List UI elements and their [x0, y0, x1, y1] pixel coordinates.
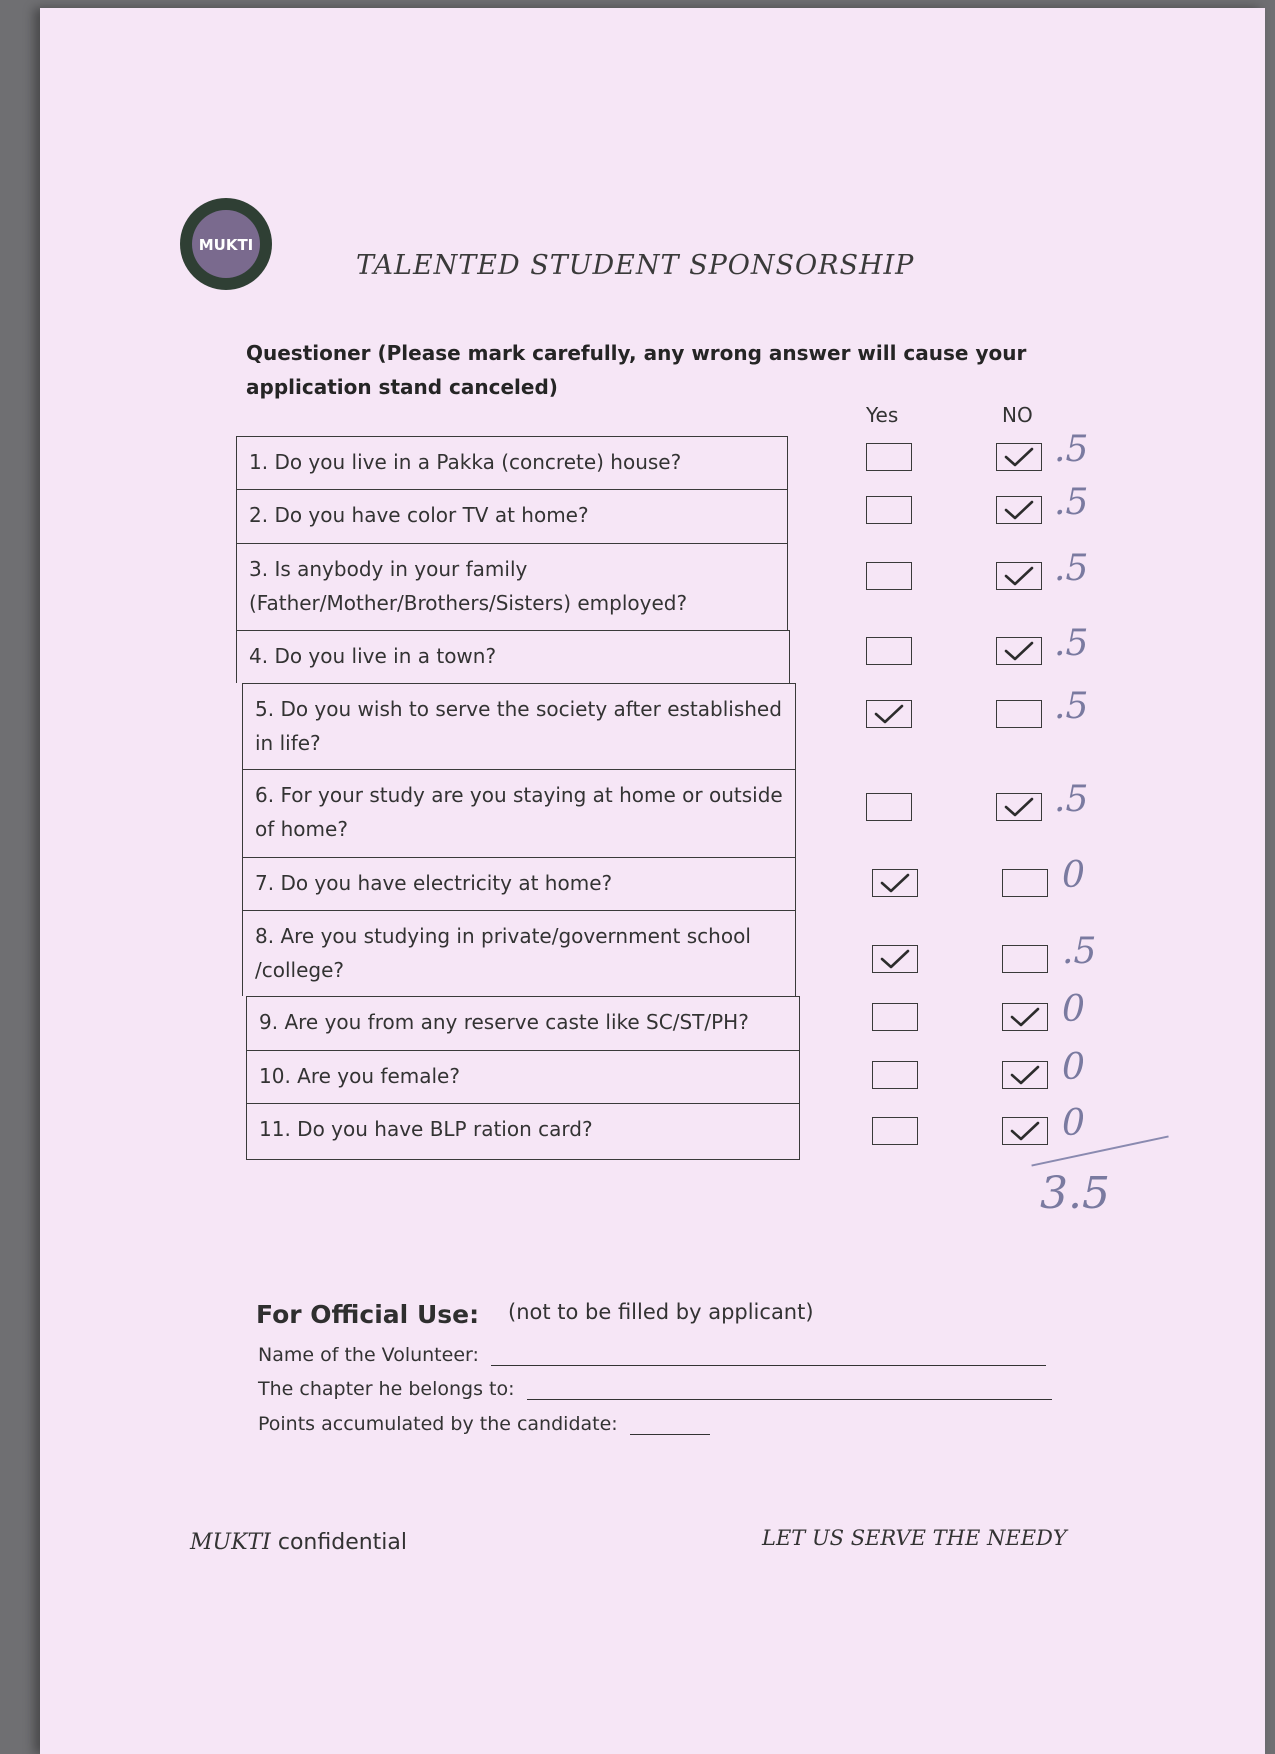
yes-checkbox[interactable] — [872, 1003, 918, 1031]
points-label: Points accumulated by the candidate: — [258, 1413, 618, 1435]
question-text: 11. Do you have BLP ration card? — [259, 1117, 593, 1141]
yes-checkbox[interactable] — [872, 945, 918, 973]
no-checkbox[interactable] — [996, 496, 1042, 524]
question-row — [246, 1050, 800, 1103]
yes-checkbox[interactable] — [866, 700, 912, 728]
yes-column-header: Yes — [866, 403, 899, 427]
question-score: .5 — [1054, 482, 1089, 523]
question-row — [242, 857, 796, 910]
points-line[interactable] — [630, 1433, 710, 1435]
question-score: 0 — [1062, 1047, 1085, 1088]
yes-checkbox[interactable] — [866, 793, 912, 821]
total-score: 3.5 — [1040, 1168, 1110, 1219]
chapter-field[interactable] — [258, 1378, 1052, 1400]
question-score: 0 — [1062, 1103, 1085, 1144]
yes-checkbox[interactable] — [866, 496, 912, 524]
question-row — [236, 436, 788, 489]
footer-confidential — [190, 1530, 407, 1555]
yes-checkbox[interactable] — [872, 1117, 918, 1145]
yes-checkbox[interactable] — [866, 637, 912, 665]
question-score: .5 — [1054, 779, 1089, 820]
questionnaire-instructions: Questioner (Please mark carefully, any wrong answer will cause your application stand canceled) — [246, 341, 1027, 399]
question-text: 10. Are you female? — [259, 1064, 460, 1088]
no-checkbox[interactable] — [996, 443, 1042, 471]
question-score: .5 — [1054, 429, 1089, 470]
question-score: 0 — [1062, 989, 1085, 1030]
volunteer-name-label: Name of the Volunteer: — [258, 1344, 479, 1366]
yes-checkbox[interactable] — [866, 443, 912, 471]
question-row — [242, 683, 796, 769]
question-text: 2. Do you have color TV at home? — [249, 503, 589, 527]
footer-confidential-text: confidential — [277, 1530, 408, 1555]
chapter-label: The chapter he belongs to: — [258, 1378, 515, 1400]
official-use-heading: For Official Use: — [256, 1300, 480, 1329]
no-checkbox[interactable] — [1002, 1117, 1048, 1145]
question-text: 5. Do you wish to serve the society after established in life? — [255, 697, 782, 755]
question-text: 8. Are you studying in private/government school /college? — [255, 924, 751, 982]
points-field[interactable] — [258, 1413, 710, 1435]
question-row — [242, 769, 796, 857]
no-checkbox[interactable] — [996, 700, 1042, 728]
question-text: 6. For your study are you staying at home or outside of home? — [255, 783, 783, 841]
no-checkbox[interactable] — [996, 562, 1042, 590]
chapter-line[interactable] — [527, 1398, 1052, 1400]
question-row — [246, 996, 800, 1050]
volunteer-name-line[interactable] — [491, 1364, 1046, 1366]
yes-checkbox[interactable] — [872, 869, 918, 897]
no-checkbox[interactable] — [1002, 869, 1048, 897]
question-text: 9. Are you from any reserve caste like SC/ST/PH? — [259, 1010, 749, 1034]
no-checkbox[interactable] — [1002, 945, 1048, 973]
question-score: .5 — [1062, 931, 1097, 972]
question-score: .5 — [1054, 623, 1089, 664]
yes-checkbox[interactable] — [872, 1061, 918, 1089]
question-text: 1. Do you live in a Pakka (concrete) house? — [249, 450, 682, 474]
yes-checkbox[interactable] — [866, 562, 912, 590]
no-checkbox[interactable] — [996, 793, 1042, 821]
footer-brand: MUKTI — [190, 1530, 271, 1555]
logo-text: MUKTI — [198, 236, 254, 254]
question-score: .5 — [1054, 686, 1089, 727]
question-row — [236, 630, 790, 683]
official-use-note: (not to be filled by applicant) — [508, 1300, 814, 1324]
question-row — [236, 543, 788, 630]
question-score: 0 — [1062, 855, 1085, 896]
question-row — [242, 910, 796, 996]
no-checkbox[interactable] — [1002, 1003, 1048, 1031]
footer-tagline: LET US SERVE THE NEEDY — [762, 1526, 1067, 1550]
question-text: 4. Do you live in a town? — [249, 644, 497, 668]
form-title: TALENTED STUDENT SPONSORSHIP — [356, 250, 915, 281]
mukti-logo — [180, 198, 272, 290]
no-checkbox[interactable] — [996, 637, 1042, 665]
question-score: .5 — [1054, 548, 1089, 589]
question-text: 3. Is anybody in your family (Father/Mother/Brothers/Sisters) employed? — [249, 557, 688, 615]
no-checkbox[interactable] — [1002, 1061, 1048, 1089]
volunteer-name-field[interactable] — [258, 1344, 1046, 1366]
no-column-header: NO — [1002, 403, 1033, 427]
question-text: 7. Do you have electricity at home? — [255, 871, 613, 895]
question-row — [236, 489, 788, 543]
question-row — [246, 1103, 800, 1160]
